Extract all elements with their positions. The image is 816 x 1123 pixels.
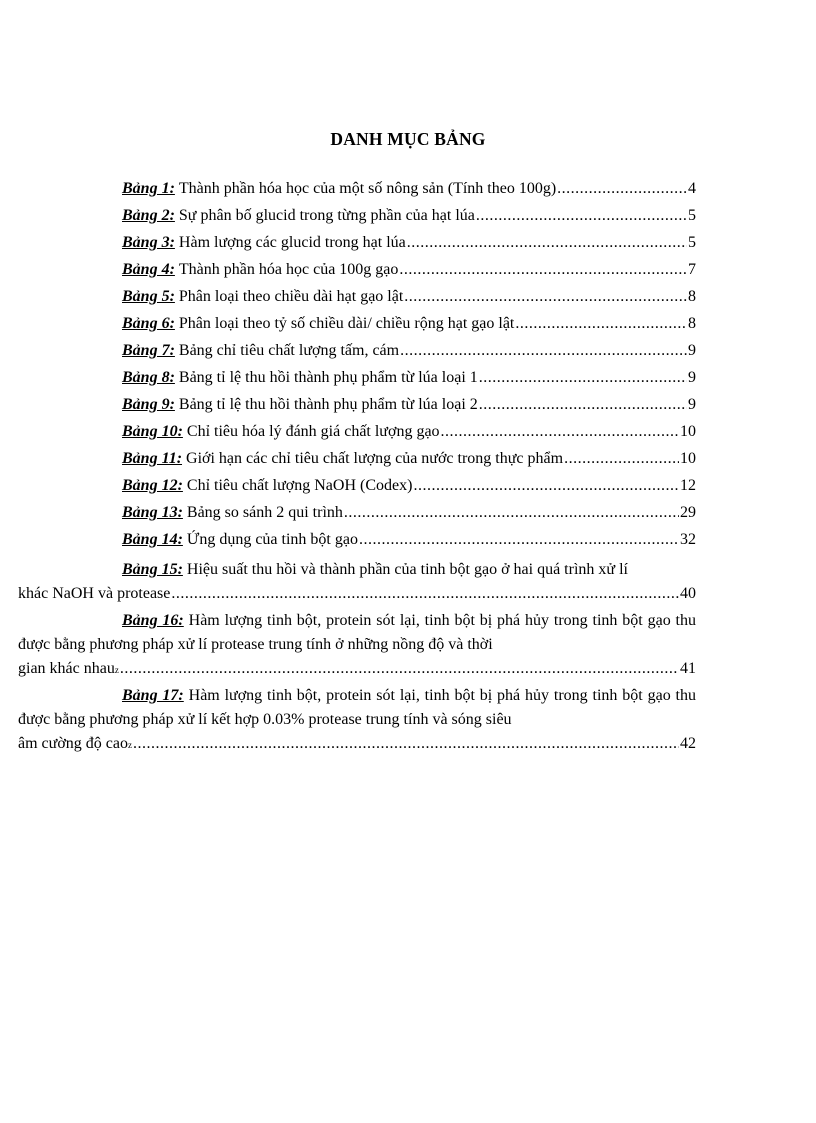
dot-leader (413, 477, 679, 495)
toc-entry-text: Hiệu suất thu hồi và thành phần của tinh bột gạo ở hai quá trình xử lí (186, 561, 628, 578)
toc-entry-page: 42 (680, 735, 696, 752)
dot-leader (564, 450, 679, 468)
toc-entry-label: Bảng 14: (122, 531, 183, 548)
toc-entry-page: 5 (688, 207, 696, 224)
toc-entry-long[interactable] (18, 558, 696, 606)
dot-leader (404, 288, 687, 306)
toc-entry-page: 5 (688, 234, 696, 251)
toc-entry-label: Bảng 11: (122, 450, 183, 467)
dot-leader (476, 207, 687, 225)
toc-entry-text-end: khác NaOH và protease (18, 585, 171, 602)
toc-entry[interactable] (122, 261, 696, 288)
toc-entry-page: 8 (688, 315, 696, 332)
table-of-contents (18, 180, 696, 759)
toc-entry-text-end: gian khác nhau (18, 660, 115, 677)
toc-entry-text: Bảng so sánh 2 qui trình (186, 504, 343, 521)
toc-entry[interactable] (122, 504, 696, 531)
toc-entry[interactable] (122, 423, 696, 450)
toc-entry-label: Bảng 3: (122, 234, 175, 251)
toc-entry[interactable] (122, 369, 696, 396)
toc-entry[interactable] (122, 315, 696, 342)
toc-entry-lastline (18, 582, 696, 606)
toc-entry-label: Bảng 2: (122, 207, 175, 224)
toc-entry-label: Bảng 8: (122, 369, 175, 386)
toc-entry-label: Bảng 9: (122, 396, 175, 413)
toc-entry-text: Chỉ tiêu hóa lý đánh giá chất lượng gạo (186, 423, 440, 440)
toc-entry[interactable] (122, 342, 696, 369)
toc-entry[interactable] (122, 180, 696, 207)
toc-entry[interactable] (122, 450, 696, 477)
toc-entry-text: Bảng tỉ lệ thu hồi thành phụ phẩm từ lúa loại 2 (178, 396, 478, 413)
dot-leader (171, 582, 679, 606)
toc-entry-lastline: gian khác nhau z ..... 41 (18, 657, 696, 681)
toc-entry-text: Sự phân bố glucid trong từng phần của hạt lúa (178, 207, 475, 224)
toc-entry-label: Bảng 5: (122, 288, 175, 305)
toc-entry[interactable] (122, 234, 696, 261)
toc-entry-long[interactable] (18, 684, 696, 756)
page-title: DANH MỤC BẢNG (330, 129, 486, 149)
toc-entry-text: Phân loại theo tỷ số chiều dài/ chiều rộng hạt gạo lật (178, 315, 515, 332)
dot-leader (479, 396, 687, 414)
dot-leader (557, 180, 687, 198)
toc-entry-page: 9 (688, 342, 696, 359)
toc-entry-text: Hàm lượng tinh bột, protein sót lại, tinh bột bị phá hủy trong tinh bột gạo thu được bằng phương pháp xử lí protease trung tính ở những nồng độ và thời (18, 612, 696, 653)
toc-entry-page: 7 (688, 261, 696, 278)
toc-entry-label: Bảng 16: (122, 612, 184, 629)
dot-leader (515, 315, 687, 333)
toc-entry-label: Bảng 7: (122, 342, 175, 359)
toc-entry-label: Bảng 13: (122, 504, 183, 521)
toc-entry-text: Bảng chỉ tiêu chất lượng tấm, cám (178, 342, 400, 359)
toc-entry-label: Bảng 10: (122, 423, 183, 440)
toc-entry-page: 4 (688, 180, 696, 197)
toc-entry-page: 29 (680, 504, 696, 521)
toc-entry-page: 10 (680, 423, 696, 440)
toc-entry[interactable] (122, 396, 696, 423)
dot-leader (120, 657, 679, 681)
dot-leader (407, 234, 687, 252)
toc-entry-lastline: âm cường độ cao z ..... 42 (18, 732, 696, 756)
toc-entry-text: Hàm lượng các glucid trong hạt lúa (178, 234, 406, 251)
dot-leader (479, 369, 687, 387)
toc-entry[interactable] (122, 288, 696, 315)
dot-leader (133, 732, 679, 756)
toc-entry-text: Chỉ tiêu chất lượng NaOH (Codex) (186, 477, 413, 494)
toc-entry-text: Giới hạn các chỉ tiêu chất lượng của nước trong thực phẩm (186, 450, 564, 467)
toc-entry-text: Bảng tỉ lệ thu hồi thành phụ phẩm từ lúa loại 1 (178, 369, 478, 386)
toc-entry-text: Hàm lượng tinh bột, protein sót lại, tinh bột bị phá hủy trong tinh bột gạo thu được bằng phương pháp xử lí kết hợp 0.03% protease trung tính và sóng siêu (18, 687, 696, 728)
toc-entry-label: Bảng 1: (122, 180, 175, 197)
toc-entry-label: Bảng 12: (122, 477, 183, 494)
toc-entry-text: Phân loại theo chiều dài hạt gạo lật (178, 288, 404, 305)
dot-leader (441, 423, 679, 441)
toc-entry[interactable] (122, 207, 696, 234)
toc-entry-text: Thành phần hóa học của một số nông sản (Tính theo 100g) (178, 180, 557, 197)
toc-entry-page: 12 (680, 477, 696, 494)
toc-entry-text: Ứng dụng của tinh bột gạo (186, 531, 358, 548)
toc-entry-label: Bảng 4: (122, 261, 175, 278)
toc-entry-page: 9 (688, 369, 696, 386)
toc-entry-page: 9 (688, 396, 696, 413)
dot-leader (359, 531, 679, 549)
toc-entry-text: Thành phần hóa học của 100g gạo (178, 261, 399, 278)
toc-entry-page: 41 (680, 660, 696, 677)
toc-entry-label: Bảng 17: (122, 687, 184, 704)
dot-leader (399, 261, 687, 279)
dot-leader (344, 504, 679, 522)
toc-entry-page: 10 (680, 450, 696, 467)
toc-entry[interactable] (122, 531, 696, 558)
toc-entry-label: Bảng 15: (122, 561, 183, 578)
toc-entry[interactable] (122, 477, 696, 504)
toc-entry-page: 32 (680, 531, 696, 548)
toc-entry-label: Bảng 6: (122, 315, 175, 332)
toc-entry-text-end: âm cường độ cao (18, 735, 128, 752)
toc-entry-page: 40 (680, 585, 696, 602)
dot-leader (400, 342, 687, 360)
toc-entry-page: 8 (688, 288, 696, 305)
toc-entry-long[interactable] (18, 609, 696, 681)
